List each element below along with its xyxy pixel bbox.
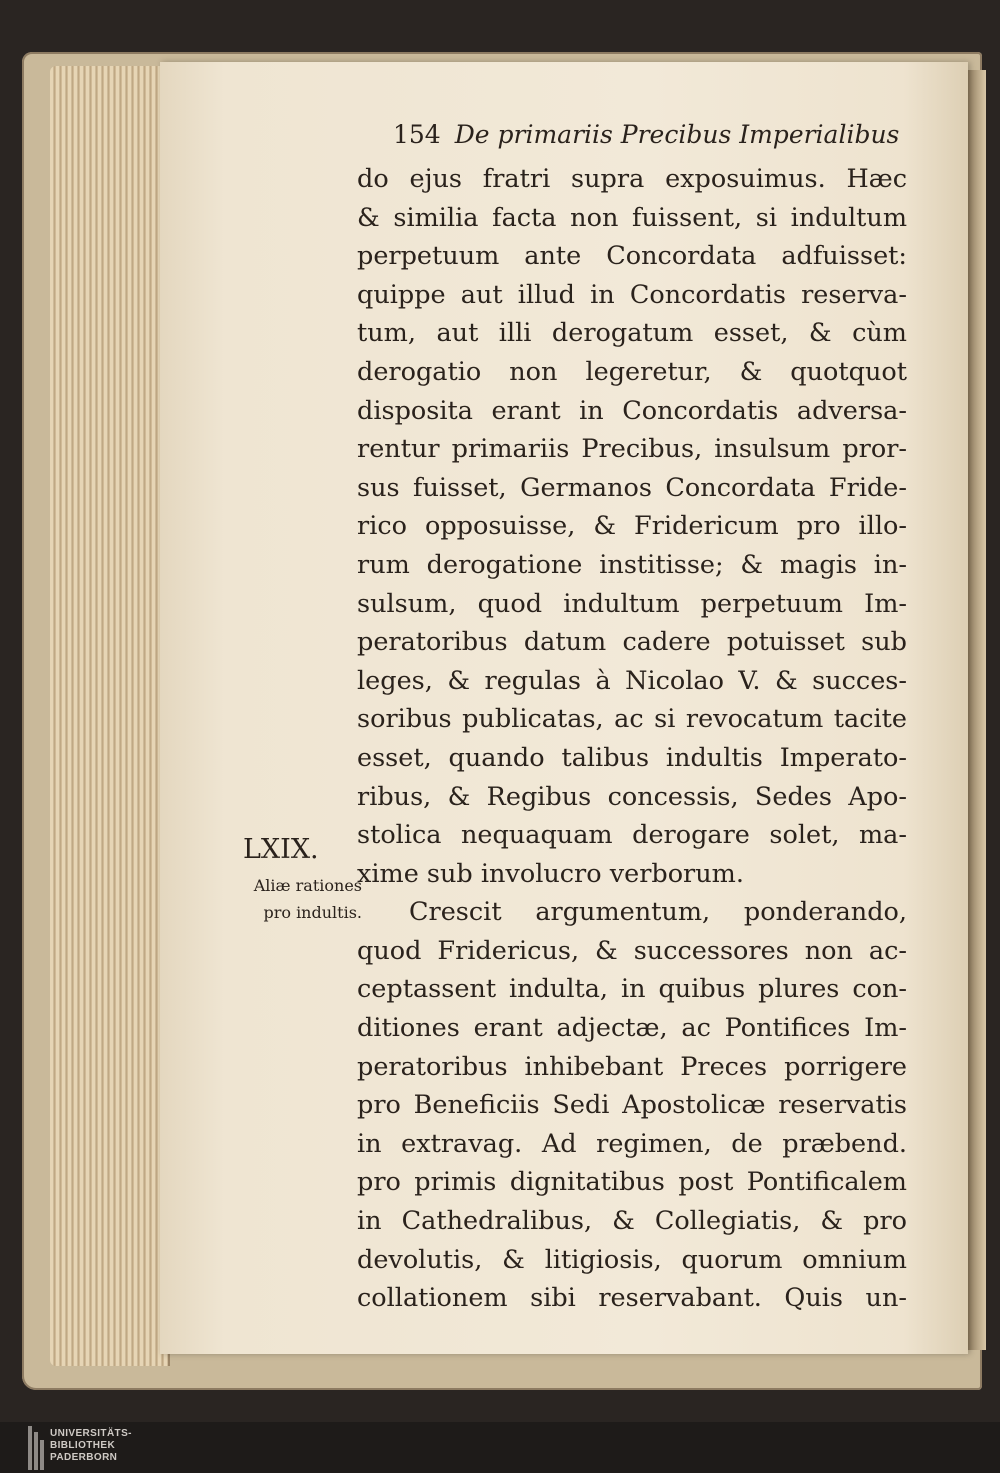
running-header — [393, 120, 907, 160]
text-line: in extravag. Ad regimen, de præbend. — [357, 1128, 907, 1159]
page-edges — [50, 66, 170, 1366]
text-line: pro Beneficiis Sedi Apostolicæ reservatis — [357, 1090, 907, 1121]
text-line: perpetuum ante Concordata adfuisset: — [357, 241, 907, 272]
text-line: pro primis dignitatibus post Pontificalem — [357, 1167, 907, 1198]
text-line: soribus publicatas, ac si revocatum tacite — [357, 704, 907, 735]
text-line: ceptassent indulta, in quibus plures con- — [357, 974, 907, 1005]
running-title: De primariis Precibus Imperialibus — [454, 120, 900, 149]
footer-bar — [0, 1422, 1000, 1473]
logo-text-line: UNIVERSITÄTS- — [50, 1428, 132, 1439]
text-line: derogatio non legeretur, & quotquot — [357, 356, 907, 387]
page-number: 154 — [393, 120, 441, 149]
text-line: esset, quando talibus indultis Imperato- — [357, 742, 907, 773]
text-line: & similia facta non fuissent, si indultum — [357, 202, 907, 233]
section-number: LXIX. — [243, 834, 319, 865]
text-line: sulsum, quod indultum perpetuum Im- — [357, 588, 907, 619]
text-line: quippe aut illud in Concordatis reserva- — [357, 279, 907, 310]
text-line: quod Fridericus, & successores non ac- — [357, 935, 907, 966]
text-line: xime sub involucro verborum. — [357, 858, 744, 889]
text-column — [357, 120, 907, 1318]
logo-text-line: BIBLIOTHEK — [50, 1440, 116, 1451]
text-line: leges, & regulas à Nicolao V. & succes- — [357, 665, 907, 696]
text-line: collationem sibi reservabant. Quis un- — [357, 1283, 907, 1314]
library-logo — [28, 1426, 132, 1470]
text-line: peratoribus inhibebant Preces porrigere — [357, 1051, 907, 1082]
text-line: sus fuisset, Germanos Concordata Fride- — [357, 472, 907, 503]
margin-note-line: pro indultis. — [263, 903, 362, 922]
text-line: rum derogatione institisse; & magis in- — [357, 549, 907, 580]
text-line: stolica nequaquam derogare solet, ma- — [357, 820, 907, 851]
text-line: disposita erant in Concordatis adversa- — [357, 395, 907, 426]
text-line: do ejus fratri supra exposuimus. Hæc — [357, 164, 907, 194]
facing-page-edge — [966, 70, 986, 1350]
margin-note-line: Aliæ rationes — [253, 876, 362, 895]
text-line: rentur primariis Precibus, insulsum pror- — [357, 434, 907, 465]
text-line: ditiones erant adjectæ, ac Pontifices Im- — [357, 1013, 907, 1044]
text-line: rico opposuisse, & Fridericum pro illo- — [357, 511, 907, 542]
text-line: Crescit argumentum, ponderando, — [409, 897, 907, 928]
text-line: ribus, & Regibus concessis, Sedes Apo- — [357, 781, 907, 812]
text-line: in Cathedralibus, & Collegiatis, & pro — [357, 1206, 907, 1237]
text-line: peratoribus datum cadere potuisset sub — [357, 627, 907, 658]
logo-bars-icon — [28, 1426, 44, 1470]
text-line: devolutis, & litigiosis, quorum omnium — [357, 1244, 907, 1275]
logo-text — [50, 1428, 132, 1464]
logo-text-line: PADERBORN — [50, 1452, 118, 1463]
text-line: tum, aut illi derogatum esset, & cùm — [357, 318, 907, 349]
margin-note — [212, 872, 362, 926]
